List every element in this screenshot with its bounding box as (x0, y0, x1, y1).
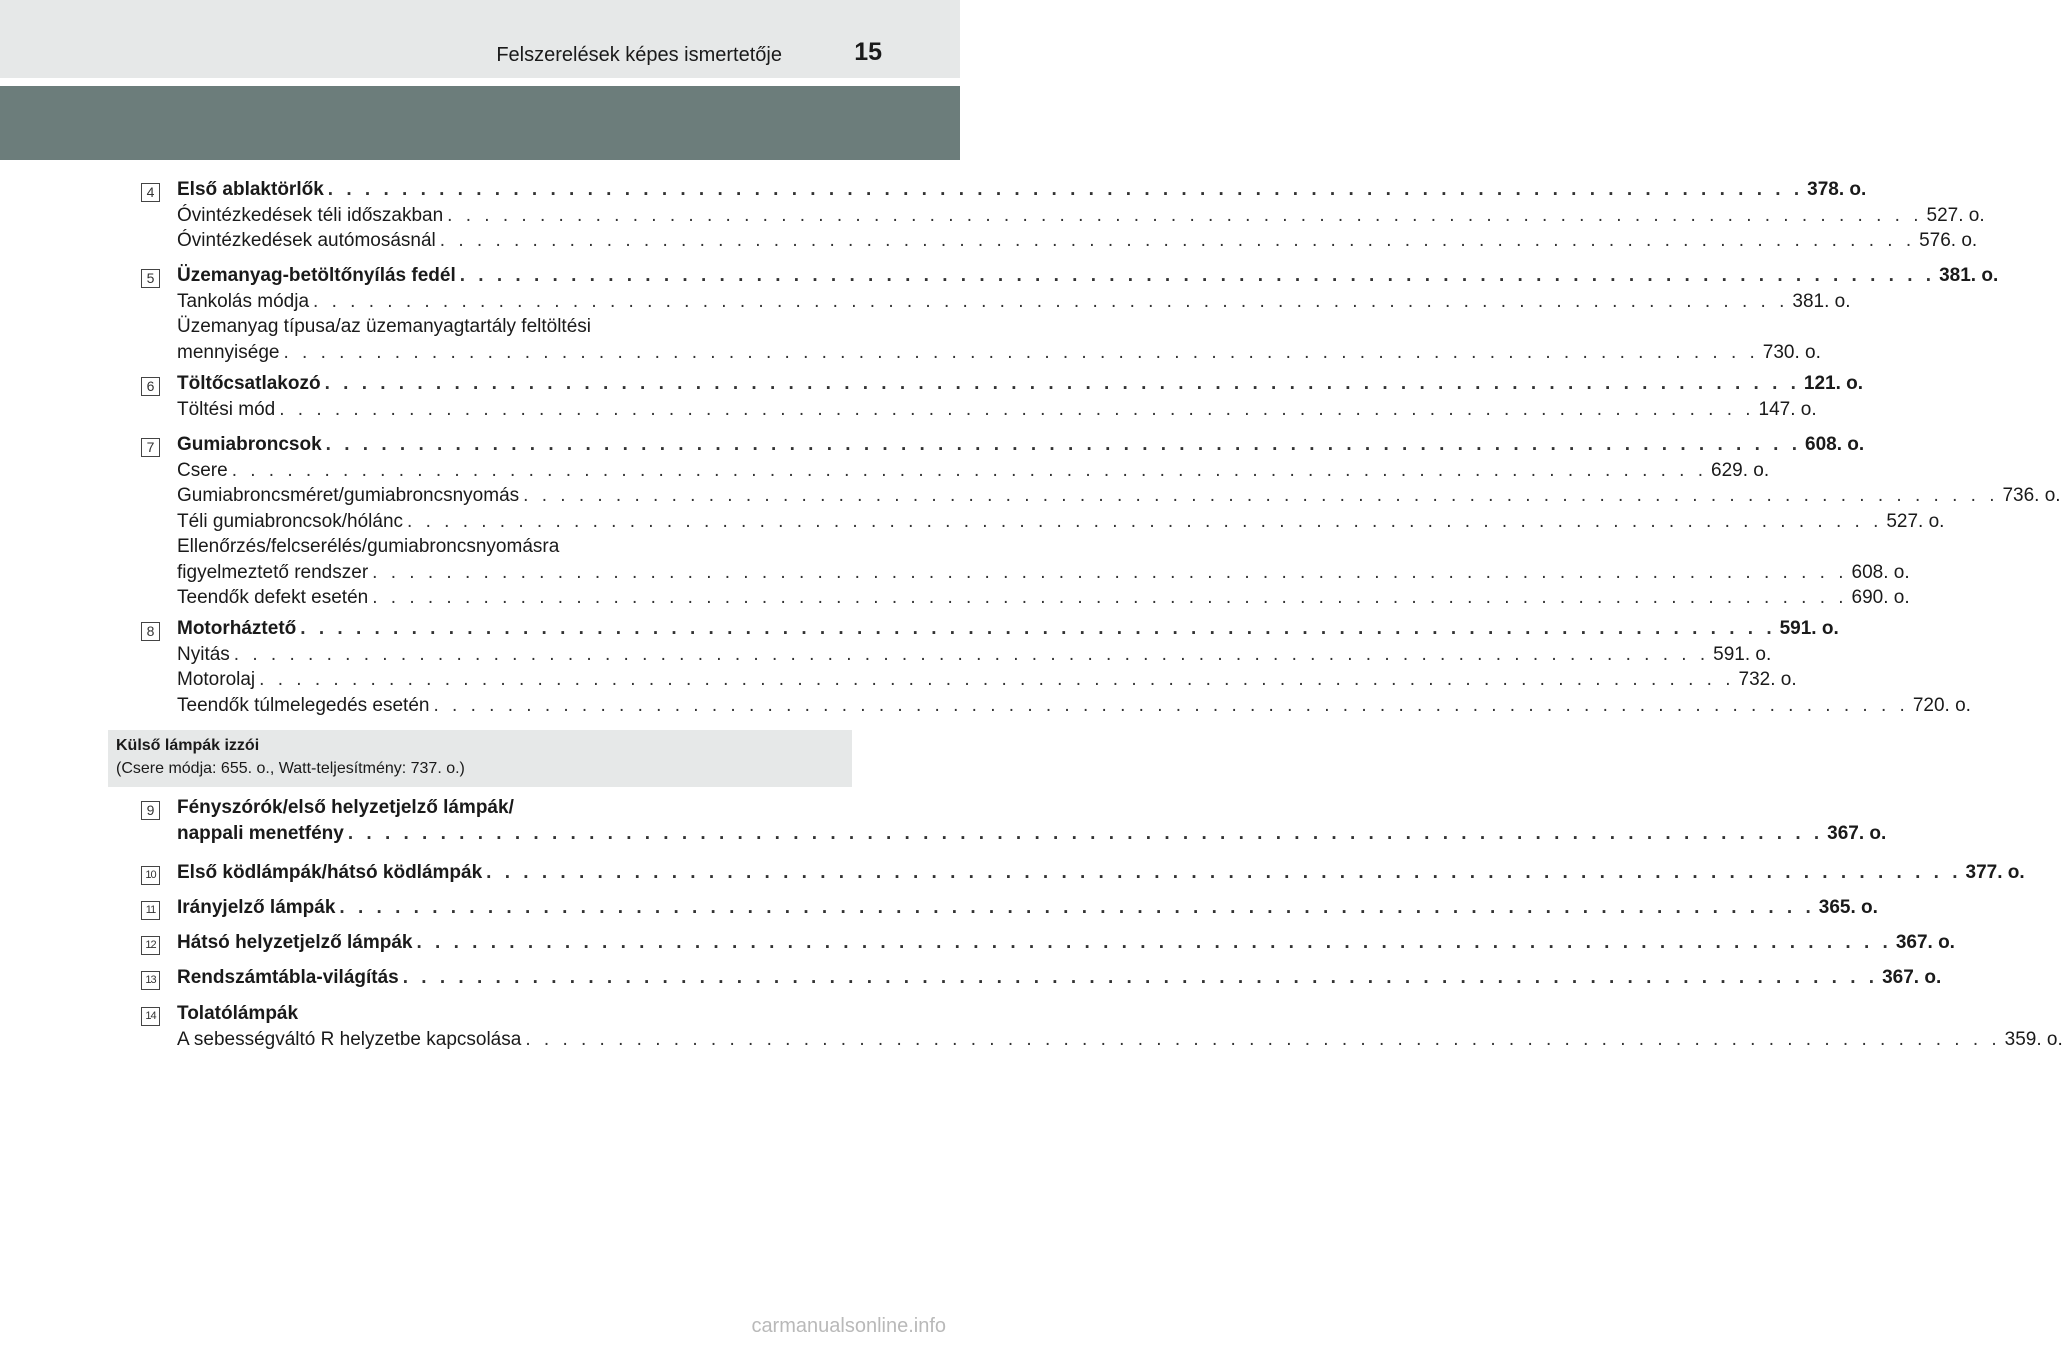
toc-line (177, 822, 1887, 849)
toc-label: Gumiabroncsok (177, 434, 322, 455)
entry-number-marker: 8 (141, 622, 160, 641)
toc-page-ref: 377. o. (1965, 862, 2025, 883)
toc-page-ref: 732. o. (1738, 669, 1797, 690)
toc-label: Tolatólámpák (177, 1003, 299, 1024)
toc-line (177, 561, 1910, 588)
toc-page-ref: 736. o. (2002, 485, 2061, 506)
toc-label: figyelmeztető rendszer (177, 561, 369, 583)
toc-line (177, 290, 1851, 317)
dot-leader: . . . . . . . . . . . . . . . . . . . . . . . . . . . . . . . . . . . . . . . . . . . . . . . . . . . . . . . . . . . . . . . . . . . . . . . . . . . . . . . . (231, 459, 1708, 481)
entry-number-marker: 5 (141, 269, 160, 288)
toc-line (177, 265, 1999, 291)
dot-leader: . . . . . . . . . . . . . . . . . . . . . . . . . . . . . . . . . . . . . . . . . . . . . . . . . . . . . . . . . . . . . . . . . . . . . . . . . . . . . . . . (313, 290, 1789, 312)
toc-line (177, 587, 1910, 613)
toc-line (177, 316, 813, 342)
toc-page-ref: 121. o. (1803, 373, 1864, 394)
toc-line (177, 897, 1878, 923)
toc-page-ref: 367. o. (1895, 932, 1955, 953)
toc-line (177, 618, 1839, 644)
entry-number-marker: 9 (141, 801, 160, 820)
dot-leader: . . . . . . . . . . . . . . . . . . . . . . . . . . . . . . . . . . . . . . . . . . . . . . . . . . . . . . . . . . . . . . . . . . . . . . . . . . . . . . . . (279, 398, 1755, 420)
toc-label: Ellenőrzés/felcserélés/gumiabroncsnyomásra (177, 536, 560, 557)
toc-label: Nyitás (177, 643, 230, 665)
toc-label: Teendők túlmelegedés esetén (177, 694, 430, 716)
toc-label: Óvintézkedések autómosásnál (177, 230, 436, 251)
dot-leader: . . . . . . . . . . . . . . . . . . . . . . . . . . . . . . . . . . . . . . . . . . . . . . . . . . . . . . . . . . . . . . . . . . . . . . . . . . . . . . . . (324, 373, 1800, 394)
dot-leader: . . . . . . . . . . . . . . . . . . . . . . . . . . . . . . . . . . . . . . . . . . . . . . . . . . . . . . . . . . . . . . . . . . . . . . . . . . . . . . . . (459, 265, 1936, 286)
dot-leader: . . . . . . . . . . . . . . . . . . . . . . . . . . . . . . . . . . . . . . . . . . . . . . . . . . . . . . . . . . . . . . . . . . . . . . . . . . . . . . . . (372, 587, 1848, 608)
toc-line (177, 932, 1955, 958)
toc-page-ref: 591. o. (1779, 618, 1839, 639)
entry-number-marker: 13 (141, 971, 160, 990)
toc-line (177, 797, 813, 823)
dot-leader: . . . . . . . . . . . . . . . . . . . . . . . . . . . . . . . . . . . . . . . . . . . . . . . . . . . . . . . . . . . . . . . . . . . . . . . . . . . . . . . . (283, 341, 1759, 363)
entry-number-marker: 11 (141, 901, 160, 920)
toc-page-ref: 147. o. (1758, 398, 1817, 420)
toc-label: A sebességváltó R helyzetbe kapcsolása (177, 1028, 522, 1050)
dot-leader: . . . . . . . . . . . . . . . . . . . . . . . . . . . . . . . . . . . . . . . . . . . . . . . . . . . . . . . . . . . . . . . . . . . . . . . . . . . . . . . . (347, 822, 1824, 844)
toc-line (177, 510, 1945, 537)
dot-leader: . . . . . . . . . . . . . . . . . . . . . . . . . . . . . . . . . . . . . . . . . . . . . . . . . . . . . . . . . . . . . . . . . . . . . . . . . . . . . . . . (402, 967, 1879, 988)
toc-label: Első ködlámpák/hátsó ködlámpák (177, 862, 483, 883)
dot-leader: . . . . . . . . . . . . . . . . . . . . . . . . . . . . . . . . . . . . . . . . . . . . . . . . . . . . . . . . . . . . . . . . . . . . . . . . . . . . . . . . (372, 561, 1848, 583)
toc-line (177, 1028, 2063, 1055)
toc-label: Gumiabroncsméret/gumiabroncsnyomás (177, 485, 520, 506)
toc-line (177, 179, 1867, 205)
toc-page-ref: 365. o. (1818, 897, 1878, 918)
toc-page-ref: 359. o. (2004, 1028, 2063, 1050)
toc-label: Rendszámtábla-világítás (177, 967, 399, 988)
toc-label: Töltőcsatlakozó (177, 373, 321, 394)
dot-leader: . . . . . . . . . . . . . . . . . . . . . . . . . . . . . . . . . . . . . . . . . . . . . . . . . . . . . . . . . . . . . . . . . . . . . . . . . . . . . . . . (433, 694, 1909, 716)
toc-page-ref: 381. o. (1792, 290, 1851, 312)
toc-page-ref: 608. o. (1805, 434, 1865, 455)
toc-label: Motorolaj (177, 669, 256, 690)
toc-label: Irányjelző lámpák (177, 897, 336, 918)
toc-page-ref: 690. o. (1851, 587, 1910, 608)
toc-page-ref: 629. o. (1711, 459, 1770, 481)
section-title: Külső lámpák izzói (116, 737, 260, 754)
toc-label: Üzemanyag-betöltőnyílás fedél (177, 265, 456, 286)
toc-label: Fényszórók/első helyzetjelző lámpák/ (177, 797, 514, 818)
toc-page-ref: 367. o. (1882, 967, 1942, 988)
toc-label: Csere (177, 459, 228, 481)
toc-line (177, 1003, 813, 1029)
header-bar (0, 0, 960, 78)
toc-page-ref: 527. o. (1926, 204, 1985, 226)
toc-label: Töltési mód (177, 398, 276, 420)
toc-label: Üzemanyag típusa/az üzemanyagtartály feltöltési (177, 316, 591, 337)
dot-leader: . . . . . . . . . . . . . . . . . . . . . . . . . . . . . . . . . . . . . . . . . . . . . . . . . . . . . . . . . . . . . . . . . . . . . . . . . . . . . . . . (233, 643, 1710, 665)
toc-label: mennyisége (177, 341, 280, 363)
toc-line (177, 373, 1864, 399)
toc-page-ref: 720. o. (1912, 694, 1971, 716)
watermark: carmanualsonline.info (751, 1315, 946, 1337)
toc-page-ref: 378. o. (1807, 179, 1867, 200)
entry-number-marker: 14 (141, 1007, 160, 1026)
toc-line (177, 862, 2025, 888)
dot-leader: . . . . . . . . . . . . . . . . . . . . . . . . . . . . . . . . . . . . . . . . . . . . . . . . . . . . . . . . . . . . . . . . . . . . . . . . . . . . . . . . (523, 485, 1999, 506)
toc-line (177, 341, 1821, 368)
dot-leader: . . . . . . . . . . . . . . . . . . . . . . . . . . . . . . . . . . . . . . . . . . . . . . . . . . . . . . . . . . . . . . . . . . . . . . . . . . . . . . . . (327, 179, 1804, 200)
toc-line (177, 694, 1971, 721)
toc-page-ref: 381. o. (1939, 265, 1999, 286)
toc-line (177, 459, 1770, 486)
toc-label: Teendők defekt esetén (177, 587, 369, 608)
entry-number-marker: 12 (141, 936, 160, 955)
toc-label: Téli gumiabroncsok/hólánc (177, 510, 404, 532)
toc-line (177, 204, 1985, 231)
header-title: Felszerelések képes ismertetője (496, 44, 782, 66)
toc-label: nappali menetfény (177, 822, 344, 844)
page-number: 15 (854, 38, 882, 66)
toc-label: Első ablaktörlők (177, 179, 324, 200)
toc-label: Tankolás módja (177, 290, 310, 312)
dot-leader: . . . . . . . . . . . . . . . . . . . . . . . . . . . . . . . . . . . . . . . . . . . . . . . . . . . . . . . . . . . . . . . . . . . . . . . . . . . . . . . . (339, 897, 1815, 918)
toc-line (177, 643, 1772, 670)
toc-line (177, 536, 813, 562)
header-band (0, 86, 960, 160)
dot-leader: . . . . . . . . . . . . . . . . . . . . . . . . . . . . . . . . . . . . . . . . . . . . . . . . . . . . . . . . . . . . . . . . . . . . . . . . . . . . . . . . (300, 618, 1776, 639)
toc-line (177, 485, 2061, 511)
entry-number-marker: 7 (141, 438, 160, 457)
toc-page-ref: 591. o. (1713, 643, 1772, 665)
toc-line (177, 967, 1942, 993)
dot-leader: . . . . . . . . . . . . . . . . . . . . . . . . . . . . . . . . . . . . . . . . . . . . . . . . . . . . . . . . . . . . . . . . . . . . . . . . . . . . . . . . (447, 204, 1923, 226)
entry-number-marker: 4 (141, 183, 160, 202)
toc-line (177, 398, 1817, 425)
toc-line (177, 434, 1865, 460)
toc-page-ref: 730. o. (1762, 341, 1821, 363)
dot-leader: . . . . . . . . . . . . . . . . . . . . . . . . . . . . . . . . . . . . . . . . . . . . . . . . . . . . . . . . . . . . . . . . . . . . . . . . . . . . . . . . (486, 862, 1962, 883)
entry-number-marker: 6 (141, 377, 160, 396)
dot-leader: . . . . . . . . . . . . . . . . . . . . . . . . . . . . . . . . . . . . . . . . . . . . . . . . . . . . . . . . . . . . . . . . . . . . . . . . . . . . . . . . (407, 510, 1883, 532)
toc-page-ref: 608. o. (1851, 561, 1910, 583)
section-subtitle: (Csere módja: 655. o., Watt-teljesítmény: 737. o.) (116, 760, 465, 777)
dot-leader: . . . . . . . . . . . . . . . . . . . . . . . . . . . . . . . . . . . . . . . . . . . . . . . . . . . . . . . . . . . . . . . . . . . . . . . . . . . . . . . . (325, 434, 1801, 455)
toc-page-ref: 527. o. (1886, 510, 1945, 532)
toc-line (177, 669, 1797, 695)
entry-number-marker: 10 (141, 866, 160, 885)
dot-leader: . . . . . . . . . . . . . . . . . . . . . . . . . . . . . . . . . . . . . . . . . . . . . . . . . . . . . . . . . . . . . . . . . . . . . . . . . . . . . . . . (525, 1028, 2001, 1050)
dot-leader: . . . . . . . . . . . . . . . . . . . . . . . . . . . . . . . . . . . . . . . . . . . . . . . . . . . . . . . . . . . . . . . . . . . . . . . . . . . . . . . . (416, 932, 1892, 953)
toc-page-ref: 576. o. (1919, 230, 1978, 251)
toc-label: Motorháztető (177, 618, 297, 639)
toc-page-ref: 367. o. (1827, 822, 1887, 844)
toc-label: Hátsó helyzetjelző lámpák (177, 932, 413, 953)
dot-leader: . . . . . . . . . . . . . . . . . . . . . . . . . . . . . . . . . . . . . . . . . . . . . . . . . . . . . . . . . . . . . . . . . . . . . . . . . . . . . . . . (259, 669, 1735, 690)
toc-label: Óvintézkedések téli időszakban (177, 204, 444, 226)
toc-line (177, 230, 1978, 256)
dot-leader: . . . . . . . . . . . . . . . . . . . . . . . . . . . . . . . . . . . . . . . . . . . . . . . . . . . . . . . . . . . . . . . . . . . . . . . . . . . . . . . . (439, 230, 1916, 251)
